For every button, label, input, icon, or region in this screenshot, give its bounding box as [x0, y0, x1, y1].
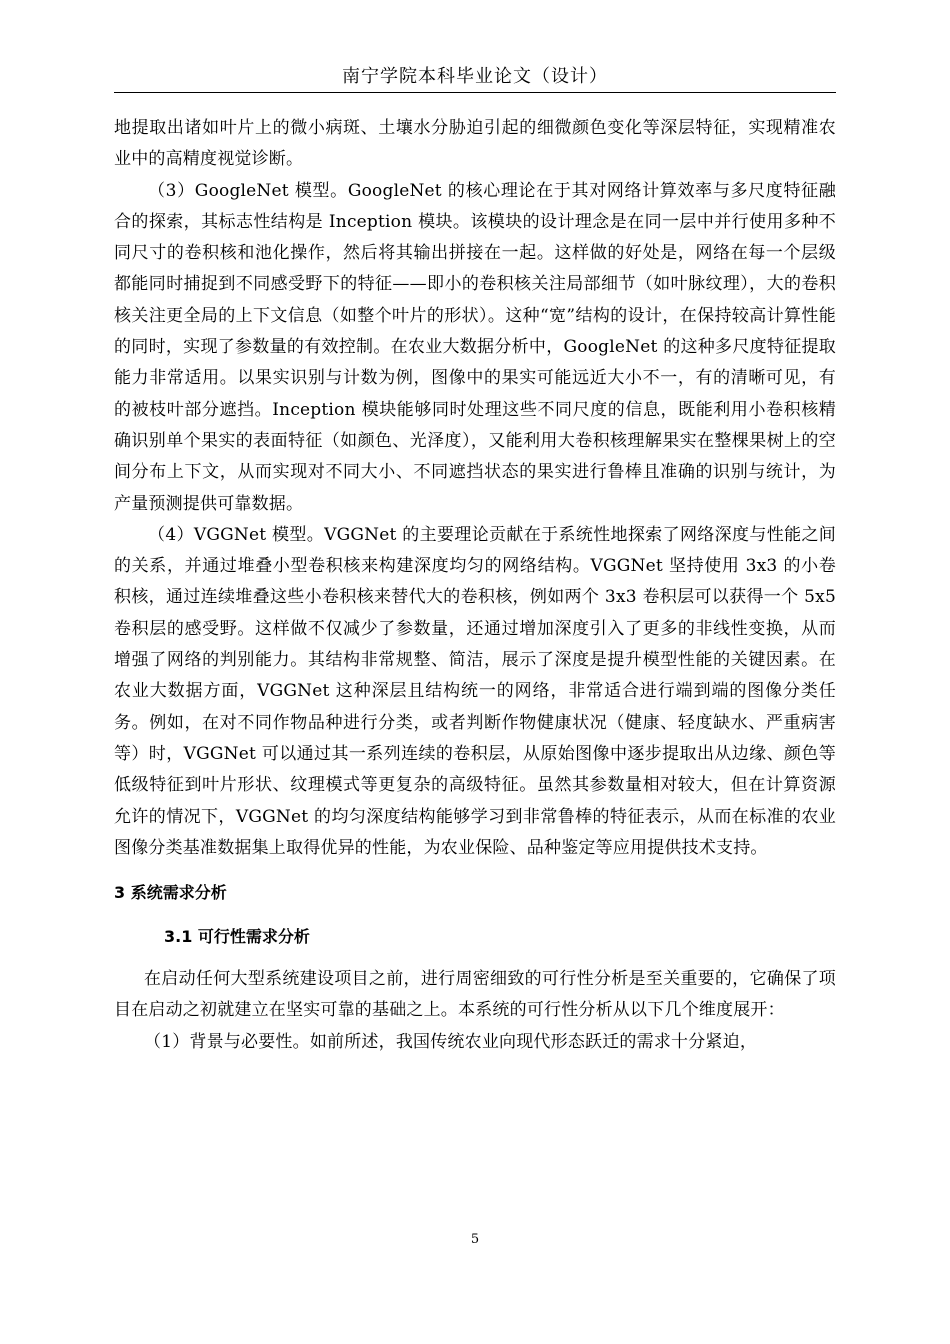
subsection-heading-3-1: 3.1 可行性需求分析 [164, 927, 310, 947]
paragraph-background: （1）背景与必要性。如前所述，我国传统农业向现代形态跃迁的需求十分紧迫， [144, 1031, 758, 1052]
paragraph-googlenet: （3）GoogleNet 模型。GoogleNet 的核心理论在于其对网络计算效率与多尺度特征融合的探索，其标志性结构是 Inception 模块。该模块的设计理念是在同一层中并行使用多种不同尺寸的卷积核和池化操作，然后将其输出拼接在一起。这样做的好处是，网络在每一个层级都能同时捕捉到不同感受野下的特征——即小的卷积核关注局部细节（如叶脉纹理），大的卷积核关注更全局的上下文信息（如整个叶片的形状）。这种“宽”结构的设计，在保持较高计算性能的同时，实现了参数量的有效控制。在农业大数据分析中，GoogleNet 的这种多尺度特征提取能力非常适用。以果实识别与计数为例，图像中的果实可能远近大小不一，有的清晰可见，有的被枝叶部分遮挡。Inception 模块能够同时处理这些不同尺度的信息，既能利用小卷积核精确识别单个果实的表面特征（如颜色、光泽度），又能利用大卷积核理解果实在整棵果树上的空间分布上下文，从而实现对不同大小、不同遮挡状态的果实进行鲁棒且准确的识别与统计，为产量预测提供可靠数据。 [114, 180, 836, 514]
section-heading-3: 3 系统需求分析 [114, 883, 227, 903]
page-header-title: 南宁学院本科毕业论文（设计） [342, 66, 608, 87]
paragraph-continuation: 地提取出诸如叶片上的微小病斑、土壤水分胁迫引起的细微颜色变化等深层特征，实现精准农业中的高精度视觉诊断。 [114, 118, 836, 170]
paragraph-feasibility: 在启动任何大型系统建设项目之前，进行周密细致的可行性分析是至关重要的，它确保了项目在启动之初就建立在坚实可靠的基础之上。本系统的可行性分析从以下几个维度展开： [114, 969, 836, 1021]
header-divider [114, 92, 836, 93]
page-number: 5 [470, 1232, 480, 1247]
page-body [114, 113, 836, 1058]
paragraph-vggnet: （4）VGGNet 模型。VGGNet 的主要理论贡献在于系统性地探索了网络深度与性能之间的关系，并通过堆叠小型卷积核来构建深度均匀的网络结构。VGGNet 坚持使用 3x3 的小卷积核，通过连续堆叠这些小卷积核来替代大的卷积核，例如两个 3x3 卷积层可以获得一个 5x5 卷积层的感受野。这样做不仅减少了参数量，还通过增加深度引入了更多的非线性变换，从而增强了网络的判别能力。其结构非常规整、简洁，展示了深度是提升模型性能的关键因素。在农业大数据方面，VGGNet 这种深层且结构统一的网络，非常适合进行端到端的图像分类任务。例如，在对不同作物品种进行分类，或者判断作物健康状况（健康、轻度缺水、严重病害等）时，VGGNet 可以通过其一系列连续的卷积层，从原始图像中逐步提取出从边缘、颜色等低级特征到叶片形状、纹理模式等更复杂的高级特征。虽然其参数量相对较大，但在计算资源允许的情况下，VGGNet 的均匀深度结构能够学习到非常鲁棒的特征表示，从而在标准的农业图像分类基准数据集上取得优异的性能，为农业保险、品种鉴定等应用提供技术支持。 [114, 524, 836, 858]
